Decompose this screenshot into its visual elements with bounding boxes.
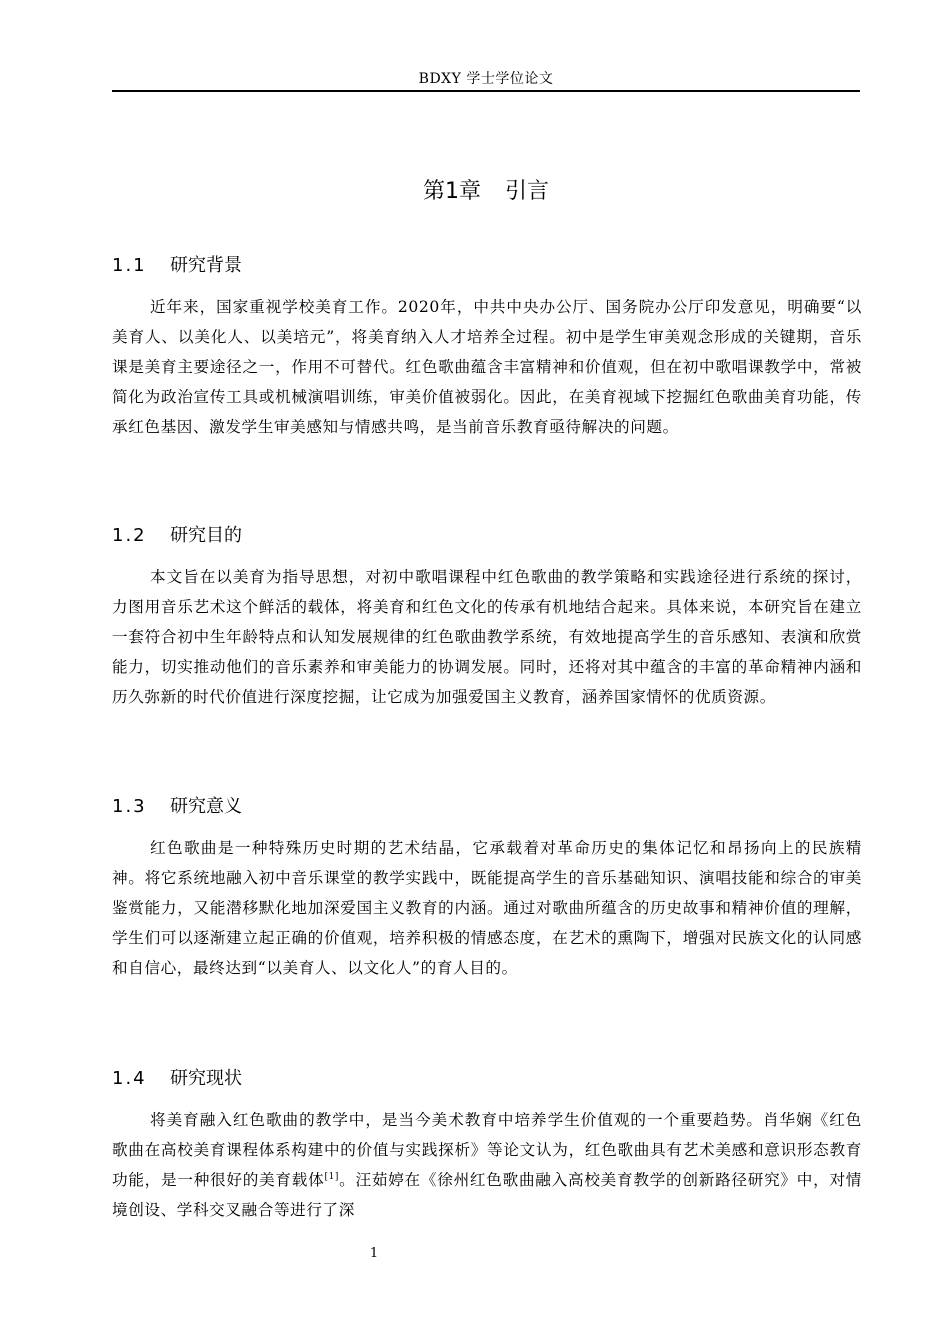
section-purpose: [112, 522, 862, 712]
section-title: 研究背景: [170, 255, 242, 276]
section-paragraph: 近年来，国家重视学校美育工作。2020年，中共中央办公厅、国务院办公厅印发意见，明确要“以美育人、以美化人、以美培元”，将美育纳入人才培养全过程。初中是学生审美观念形成的关键期，音乐课是美育主要途径之一，作用不可替代。红色歌曲蕴含丰富精神和价值观，但在初中歌唱课教学中，常被简化为政治宣传工具或机械演唱训练，审美价值被弱化。因此，在美育视域下挖掘红色歌曲美育功能，传承红色基因、激发学生审美感知与情感共鸣，是当前音乐教育亟待解决的问题。: [112, 298, 862, 436]
chapter-title: [112, 174, 860, 205]
section-paragraph: 本文旨在以美育为指导思想，对初中歌唱课程中红色歌曲的教学策略和实践途径进行系统的探讨，力图用音乐艺术这个鲜活的载体，将美育和红色文化的传承有机地结合起来。具体来说，本研究旨在建立一套符合初中生年龄特点和认知发展规律的红色歌曲教学系统，有效地提高学生的音乐感知、表演和欣赏能力，切实推动他们的音乐素养和审美能力的协调发展。同时，还将对其中蕴含的丰富的革命精神内涵和历久弥新的时代价值进行深度挖掘，让它成为加强爱国主义教育，涵养国家情怀的优质资源。: [112, 568, 862, 706]
section-paragraph: 红色歌曲是一种特殊历史时期的艺术结晶，它承载着对革命历史的集体记忆和昂扬向上的民族精神。将它系统地融入初中音乐课堂的教学实践中，既能提高学生的音乐基础知识、演唱技能和综合的审美鉴赏能力，又能潜移默化地加深爱国主义教育的内涵。通过对歌曲所蕴含的历史故事和精神价值的理解，学生们可以逐渐建立起正确的价值观，培养积极的情感态度，在艺术的熏陶下，增强对民族文化的认同感和自信心，最终达到“以美育人、以文化人”的育人目的。: [112, 839, 862, 977]
chapter-name: 引言: [504, 179, 549, 204]
section-title: 研究目的: [170, 525, 242, 546]
paragraph-text: 。汪茹婷在《徐州红色歌曲融入高校美育教学的创新路径研究》中，对情境创设、学科交叉融合等进行了深: [112, 1171, 862, 1219]
chapter-number: 第1章: [422, 179, 481, 204]
section-number: 1.3: [112, 796, 147, 817]
section-heading: [112, 252, 862, 280]
section-heading: [112, 1065, 862, 1093]
section-paragraph: [112, 1105, 862, 1225]
section-number: 1.2: [112, 525, 147, 546]
page-number: 1: [369, 1246, 379, 1261]
page-header: [112, 62, 860, 92]
section-title: 研究现状: [170, 1068, 242, 1089]
citation-marker[interactable]: [1]: [324, 1171, 340, 1182]
section-significance: [112, 793, 862, 983]
header-title: BDXY 学士学位论文: [418, 71, 554, 87]
section-number: 1.4: [112, 1068, 147, 1089]
section-heading: [112, 522, 862, 550]
section-status: [112, 1065, 862, 1225]
section-background: [112, 252, 862, 442]
section-heading: [112, 793, 862, 821]
section-title: 研究意义: [170, 796, 242, 817]
paragraph-text: 将美育融入红色歌曲的教学中，是当今美术教育中培养学生价值观的一个重要趋势。肖华娴《红色歌曲在高校美育课程体系构建中的价值与实践探析》等论文认为，红色歌曲具有艺术美感和意识形态教育功能，是一种很好的美育载体: [112, 1111, 862, 1189]
section-number: 1.1: [112, 255, 147, 276]
